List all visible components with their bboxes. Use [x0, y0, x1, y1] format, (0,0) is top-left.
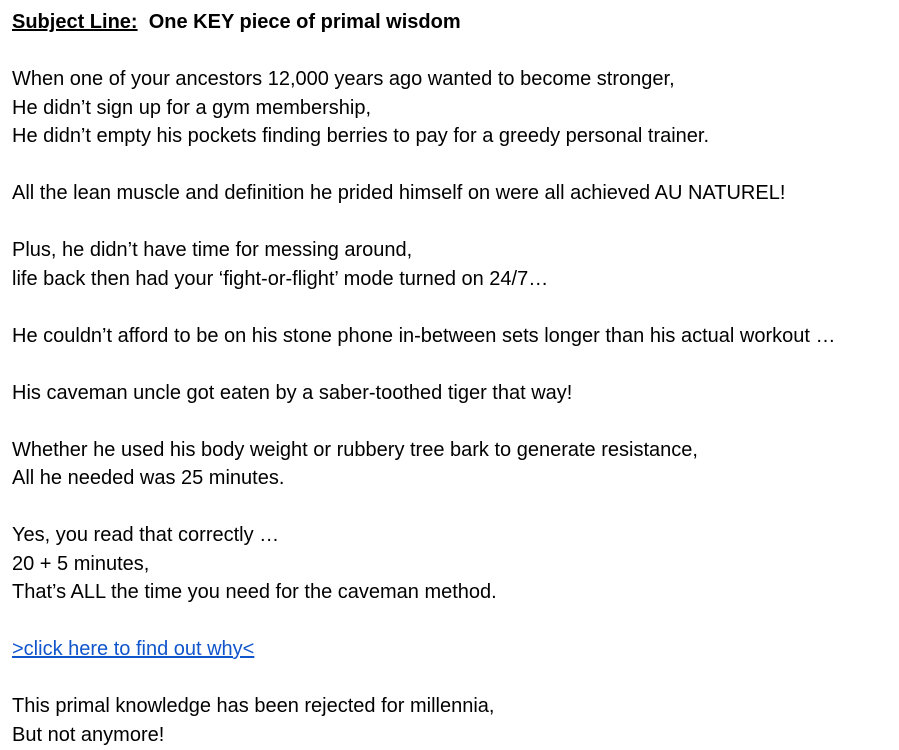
subject-label: Subject Line:: [12, 11, 138, 33]
paragraph-fight-or-flight: [12, 236, 887, 293]
body-line: He didn’t sign up for a gym membership,: [12, 96, 372, 119]
body-line: 20 + 5 minutes,: [12, 552, 150, 575]
body-line: His caveman uncle got eaten by a saber-toothed tiger that way!: [12, 381, 573, 404]
paragraph-ancestors: [12, 65, 887, 151]
body-line: That’s ALL the time you need for the caveman method.: [12, 581, 497, 603]
subject-text: One KEY piece of primal wisdom: [148, 11, 461, 33]
body-line: Plus, he didn’t have time for messing around,: [12, 239, 413, 261]
body-line: life back then had your ‘fight-or-flight’ mode turned on 24/7…: [12, 267, 549, 290]
body-line: He didn’t empty his pockets finding berries to pay for a greedy personal trainer.: [12, 125, 710, 147]
paragraph-au-naturel: [12, 179, 887, 208]
paragraph-tiger: [12, 379, 887, 408]
body-line: Yes, you read that correctly …: [12, 524, 280, 546]
body-line: But not anymore!: [12, 723, 165, 746]
paragraph-resistance: [12, 436, 887, 493]
body-line: He couldn’t afford to be on his stone phone in-between sets longer than his actual workout …: [12, 324, 836, 347]
paragraph-closing: [12, 692, 887, 749]
body-line: When one of your ancestors 12,000 years ago wanted to become stronger,: [12, 68, 675, 90]
body-line: All the lean muscle and definition he prided himself on were all achieved AU NATUREL!: [12, 182, 786, 204]
cta-link[interactable]: >click here to find out why<: [12, 638, 255, 660]
subject-line: [12, 8, 887, 37]
paragraph-minutes: [12, 521, 887, 607]
paragraph-stone-phone: [12, 322, 887, 351]
paragraph-cta: [12, 635, 887, 664]
body-line: Whether he used his body weight or rubbery tree bark to generate resistance,: [12, 438, 698, 461]
body-line: This primal knowledge has been rejected for millennia,: [12, 695, 495, 717]
body-line: All he needed was 25 minutes.: [12, 467, 285, 489]
